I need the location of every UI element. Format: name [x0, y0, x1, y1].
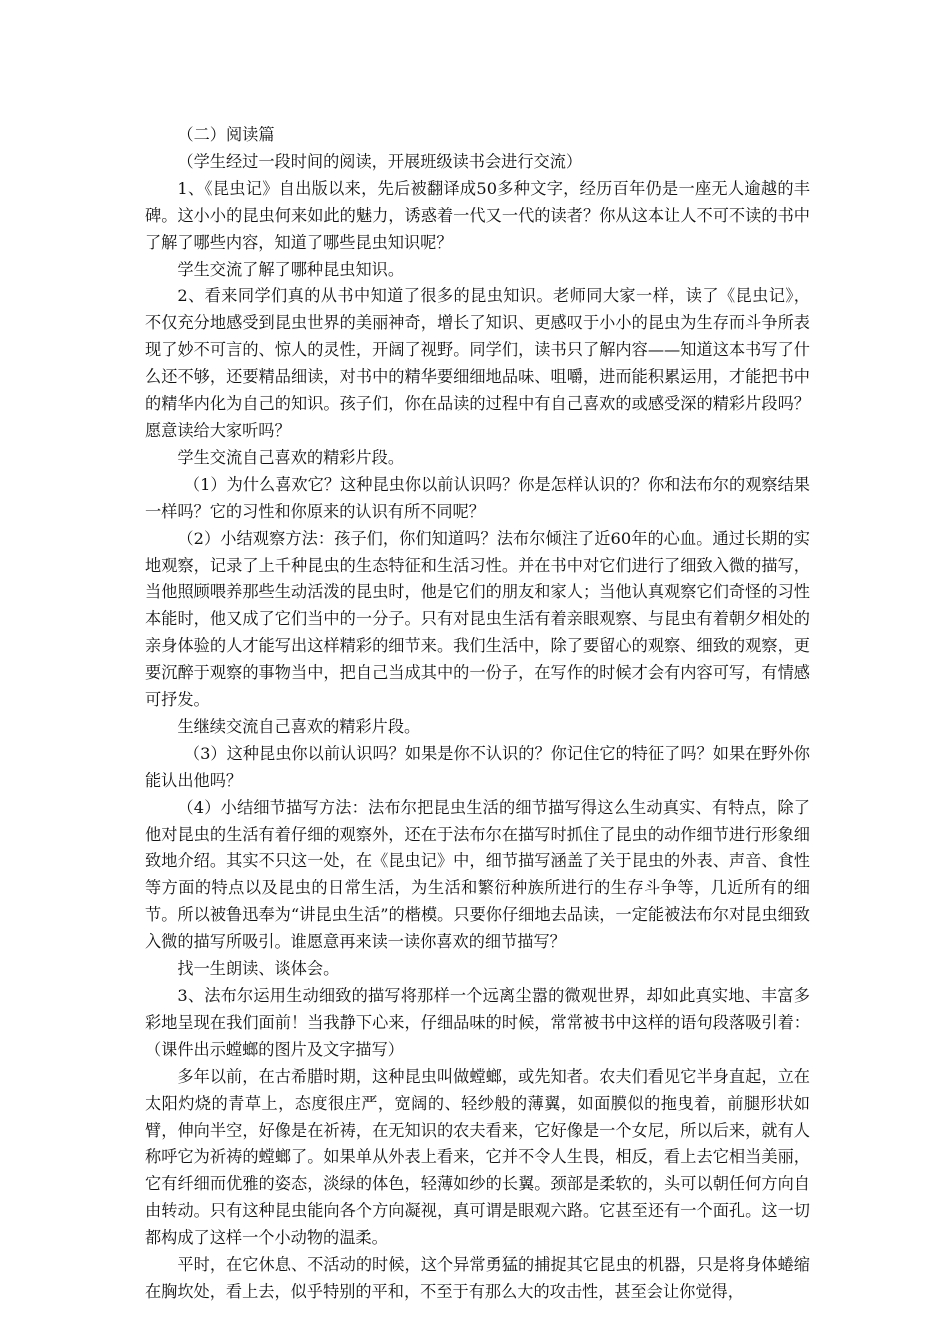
student-activity-2: 学生交流自己喜欢的精彩片段。: [177, 447, 405, 467]
summary-detail-description: （4）小结细节描写方法：法布尔把昆虫生活的细节描写得这么生动真实、有特点，除了他对昆虫的生活有着仔细的观察外，还在于法布尔在描写时抓住了昆虫的动作细节进行形象细致地介绍。其实不只这一处，在《昆虫记》中，细节描写涵盖了关于昆虫的外表、声音、食性等方面的特点以及昆虫的日常生活，为生活和繁衍种族所进行的生存斗争等，几近所有的细节。所以被鲁迅奉为“讲昆虫生活”的楷模。只要你仔细地去品读，一定能被法布尔对昆虫细致入微的描写所吸引。谁愿意再来读一读你喜欢的细节描写？: [145, 797, 810, 952]
question-3: （3）这种昆虫你以前认识吗？如果是你不认识的？你记住它的特征了吗？如果在野外你能认出他吗？: [145, 743, 810, 790]
section-heading: （二）阅读篇: [177, 125, 275, 144]
mantis-excerpt-2: 平时，在它休息、不活动的时候，这个异常勇猛的捕捉其它昆虫的机器，只是将身体蜷缩在胸坎处，看上去，似乎特别的平和，不至于有那么大的攻击性，甚至会让你觉得，: [145, 1255, 810, 1301]
paragraph-1: 1、《昆虫记》自出版以来，先后被翻译成50多种文字，经历百年仍是一座无人逾越的丰碑。这小小的昆虫何来如此的魅力，诱惑着一代又一代的读者？你从这本让人不可不读的书中了解了哪些内容，知道了哪些昆虫知识呢？: [145, 178, 810, 252]
summary-observation-method: （2）小结观察方法：孩子们，你们知道吗？法布尔倾注了近60年的心血。通过长期的实地观察，记录了上千种昆虫的生态特征和生活习性。并在书中对它们进行了细致入微的描写，当他照顾喂养那些生动活泼的昆虫时，他是它们的朋友和家人；当他认真观察它们奇怪的习性本能时，他又成了它们当中的一分子。只有对昆虫生活有着亲眼观察、与昆虫有着朝夕相处的亲身体验的人才能写出这样精彩的细节来。我们生活中，除了要留心的观察、细致的观察，更要沉醉于观察的事物当中，把自己当成其中的一份子，在写作的时候才会有内容可写，有情感可抒发。: [145, 528, 810, 710]
document-page: [145, 122, 810, 1306]
question-1: （1）为什么喜欢它？这种昆虫你以前认识吗？你是怎样认识的？你和法布尔的观察结果一样吗？它的习性和你原来的认识有所不同呢？: [145, 474, 810, 521]
mantis-excerpt-1: 多年以前，在古希腊时期，这种昆虫叫做螳螂，或先知者。农夫们看见它半身直起，立在太阳灼烧的青草上，态度很庄严，宽阔的、轻纱般的薄翼，如面膜似的拖曳着，前腿形状如臂，伸向半空，好像是在祈祷，在无知识的农夫看来，它好像是一个女尼，所以后来，就有人称呼它为祈祷的螳螂了。如果单从外表上看来，它并不令人生畏，相反，看上去它相当美丽，它有纤细而优雅的姿态，淡绿的体色，轻薄如纱的长翼。颈部是柔软的，头可以朝任何方向自由转动。只有这种昆虫能向各个方向凝视，真可谓是眼观六路。它甚至还有一个面孔。这一切都构成了这样一个小动物的温柔。: [145, 1066, 810, 1248]
paragraph-3: 3、法布尔运用生动细致的描写将那样一个远离尘嚣的微观世界，却如此真实地、丰富多彩地呈现在我们面前！当我静下心来，仔细品味的时候，常常被书中这样的语句段落吸引着：（课件出示螳螂的图片及文字描写）: [145, 986, 810, 1059]
student-activity-4: 找一生朗读、谈体会。: [177, 959, 340, 979]
paragraph-2: 2、看来同学们真的从书中知道了很多的昆虫知识。老师同大家一样，读了《昆虫记》，不仅充分地感受到昆虫世界的美丽神奇，增长了知识、更感叹于小小的昆虫为生存而斗争所表现了妙不可言的、惊人的灵性，开阔了视野。同学们，读书只了解内容——知道这本书写了什么还不够，还要精品细读，对书中的精华要细细地品味、咀嚼，进而能积累运用，才能把书中的精华内化为自己的知识。孩子们，你在品读的过程中有自己喜欢的或感受深的精彩片段吗？愿意读给大家听吗？: [145, 286, 810, 440]
student-activity-3: 生继续交流自己喜欢的精彩片段。: [177, 716, 421, 736]
activity-note: （学生经过一段时间的阅读，开展班级读书会进行交流）: [177, 151, 583, 171]
student-activity-1: 学生交流了解了哪种昆虫知识。: [177, 259, 405, 279]
